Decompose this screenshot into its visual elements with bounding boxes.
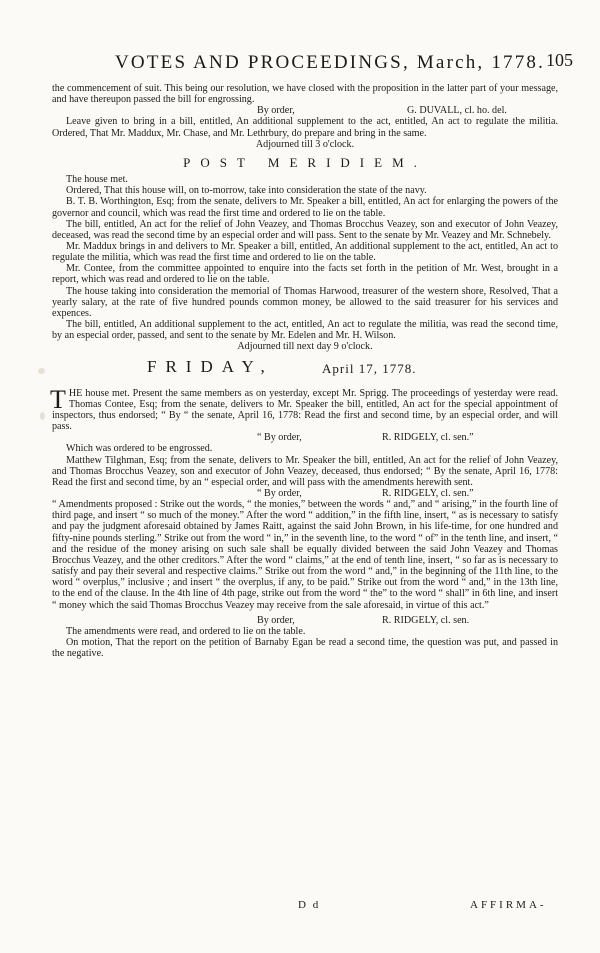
paragraph: Matthew Tilghman, Esq; from the senate, delivers to Mr. Speaker the bill, entitled, An act for the relief of John Veazey, and Thomas Brocchus Veazey, son and executor of John Veazey, deceased, thus endorsed; “ By the senate, April 16, 1778: Read the first and second time, by an “ especial order, and will pass with the amendments herewith sent.	[52, 454, 558, 488]
page-footer	[0, 899, 600, 915]
paragraph: The bill, entitled, An act for the relief of John Veazey, and Thomas Brocchus Veazey, son and executor of John Veazey, deceased, was read the second time by an especial order and will pass. Sent to the senate by Mr. Veazey and Mr. Schnebely.	[52, 218, 558, 241]
by-order: By order,	[257, 105, 295, 117]
signature-mark: D d	[298, 899, 321, 911]
day-heading	[52, 356, 558, 385]
day-date: April 17, 1778.	[322, 360, 417, 376]
adjournment: Adjourned till next day 9 o'clock.	[237, 341, 373, 353]
signature-line	[52, 105, 558, 116]
clerk-name: R. RIDGELY, cl. sen.”	[382, 487, 474, 499]
clerk-name: R. RIDGELY, cl. sen.	[382, 614, 470, 626]
day-name: FRIDAY,	[147, 356, 274, 376]
paragraph: On motion, That the report on the petition of Barnaby Egan be read a second time, the question was put, and passed in the negative.	[52, 636, 558, 660]
paragraph: Mr. Maddux brings in and delivers to Mr. Speaker a bill, entitled, An additional supplement to the act, entitled, An act to regulate the militia, which was read the first time and ordered to lie on the table.	[52, 241, 558, 264]
by-order: “ By order,	[257, 487, 302, 499]
paragraph: Leave given to bring in a bill, entitled, An additional supplement to the act, entitled, An act to regulate the militia. Ordered, That Mr. Maddux, Mr. Chase, and Mr. Lethrbury, do prepare and bring in the same.	[52, 116, 558, 139]
adjournment: Adjourned till 3 o'clock.	[255, 138, 355, 150]
paragraph: Mr. Contee, from the committee appointed to enquire into the facts set forth in the petition of Mr. West, brought in a report, which was read and ordered to lie on the table.	[52, 263, 558, 286]
paragraph: B. T. B. Worthington, Esq; from the senate, delivers to Mr. Speaker a bill, entitled, An act for enlarging the powers of the governor and council, which was read the first time and ordered to lie on the table.	[52, 196, 558, 219]
paragraph: the commencement of suit. This being our resolution, we have closed with the proposition in the latter part of your message, and have thereupon passed the bill for engrossing.	[52, 83, 558, 106]
drop-cap: T	[50, 384, 66, 414]
running-title: VOTES AND PROCEEDINGS, March, 1778.	[115, 52, 546, 73]
signature-line	[52, 432, 558, 443]
paragraph	[50, 384, 558, 433]
paragraph: The house taking into consideration the memorial of Thomas Harwood, treasurer of the western shore, Resolved, That a yearly salary, at the rate of five hundred pounds common money, be allowed to the said treasurer for his services and expences.	[52, 285, 558, 319]
running-header	[0, 52, 600, 82]
catchword: AFFIRMA-	[470, 899, 547, 911]
page-number: 105	[546, 50, 573, 70]
paragraph: “ Amendments proposed : Strike out the words, “ the monies,” between the words “ and,” and “ arising,” in the fourth line of third page, and insert “ so much of the money.” After the word “ addition,” in the fifth line, insert, “ as is necessary to satisfy and pay the judgment aforesaid obtained by James Raitt, against the said John Brown, in his life-time, for one hundred and fifty-nine pounds sterling.” Strike out from the word “ in,” in the seventh line, to the word “ of” in the tenth line, and insert, “ and the residue of the money arising on such sale shall be equally divided between the said John Veazey and Thomas Brocchus Veazey, and the other creditors.” After the word “ claims,” at the end of tenth line, insert, “ so far as is necessary to satisfy and pay their several and respective claims.” Strike out from the word “ and,” in the beginning of the 11th line, to the word “ overplus,” inclusive ; and insert “ the overplus, if any, to be paid.” Strike out from the word “ and,” in the 13th line, to the end of the clause. In the 4th line of 4th page, strike out from the word “ the” to the word “ shall” in 6th line, and insert “ money which the said Thomas Brocchus Veazey may receive from the sale aforesaid, in virtue of this act.”	[52, 499, 558, 611]
paragraph: Which was ordered to be engrossed.	[66, 443, 213, 455]
paragraph-text: HE house met. Present the same members as on yesterday, except Mr. Sprigg. The proceedings of yesterday were read. Thomas Contee, Esq; from the senate, delivers to Mr. Speaker the bill, entitled, An act for the special appointment of inspectors, thus endorsed; “ By “ the senate, April 16, 1778: Read the first and second time, by an especial order, and will pass.	[52, 387, 558, 433]
signature-line	[52, 488, 558, 499]
ink-blot	[40, 412, 45, 420]
section-heading-post-meridiem: POST MERIDIEM.	[183, 154, 427, 170]
paragraph: The bill, entitled, An additional supplement to the act, entitled, An act to regulate the militia, was read the second time, by an especial order, passed, and sent to the senate by Mr. Edelen and Mr. H. Wilson.	[52, 319, 558, 342]
ink-blot	[38, 368, 45, 374]
signature-line	[52, 615, 558, 626]
paragraph: The amendments were read, and ordered to lie on the table.	[66, 625, 306, 637]
paragraph: Ordered, That this house will, on to-morrow, take into consideration the state of the navy.	[66, 185, 427, 197]
clerk-name: R. RIDGELY, cl. sen.”	[382, 432, 474, 444]
paragraph: The house met.	[66, 174, 128, 186]
clerk-name: G. DUVALL, cl. ho. del.	[407, 105, 507, 117]
page-body	[52, 83, 558, 659]
by-order: “ By order,	[257, 432, 302, 444]
by-order: By order,	[257, 614, 295, 626]
